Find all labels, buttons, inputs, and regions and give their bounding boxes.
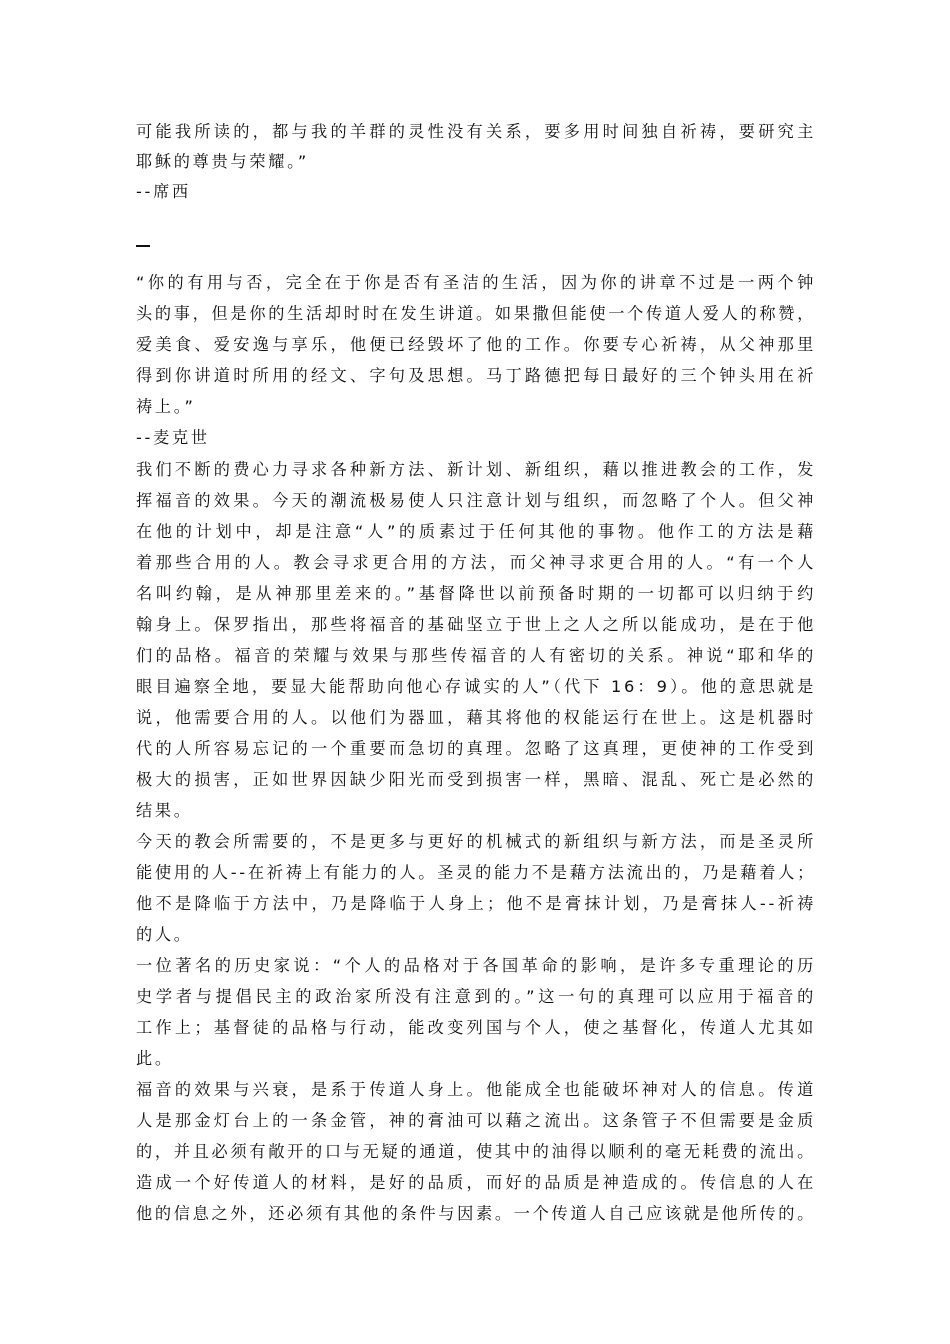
paragraph-line: 的人。 [136, 925, 193, 944]
quote-attribution: --席西 [136, 182, 191, 201]
paragraph-line: 着那些合用的人。教会寻求更合用的方法，而父神寻求更合用的人。“有一个人 [136, 553, 816, 572]
paragraph-line: 们的品格。福音的荣耀与效果与那些传福音的人有密切的关系。神说“耶和华的 [136, 646, 816, 665]
paragraph-line: 今天的教会所需要的，不是更多与更好的机械式的新组织与新方法，而是圣灵所 [136, 832, 816, 851]
paragraph-line: 挥福音的效果。今天的潮流极易使人只注意计划与组织，而忽略了个人。但父神 [136, 491, 816, 510]
paragraph-line: 在他的计划中，却是注意“人”的质素过于任何其他的事物。他作工的方法是藉 [136, 522, 816, 541]
quote-line: 祷上。” [136, 397, 196, 416]
paragraph-line: 此。 [136, 1049, 174, 1068]
quote-line: 耶稣的尊贵与荣耀。” [136, 152, 309, 171]
section-separator [136, 245, 150, 247]
quote-line: 得到你讲道时所用的经文、字句及思想。马丁路德把每日最好的三个钟头用在祈 [136, 366, 816, 385]
quote-attribution: --麦克世 [136, 428, 210, 447]
paragraph-line: 代的人所容易忘记的一个重要而急切的真理。忽略了这真理，更使神的工作受到 [136, 739, 816, 758]
paragraph-line: 人是那金灯台上的一条金管，神的膏油可以藉之流出。这条管子不但需要是金质 [136, 1111, 816, 1130]
paragraph-line: 一位著名的历史家说：“个人的品格对于各国革命的影响，是许多专重理论的历 [136, 956, 816, 975]
paragraph-line: 工作上；基督徒的品格与行动，能改变列国与个人，使之基督化，传道人尤其如 [136, 1018, 816, 1037]
paragraph-line: 的，并且必须有敞开的口与无疑的通道，使其中的油得以顺利的毫无耗费的流出。 [136, 1142, 816, 1161]
quote-line: 爱美食、爱安逸与享乐，他便已经毁坏了他的工作。你要专心祈祷，从父神那里 [136, 335, 816, 354]
paragraph-line: 造成一个好传道人的材料，是好的品质，而好的品质是神造成的。传信息的人在 [136, 1173, 816, 1192]
quote-line: “你的有用与否，完全在于你是否有圣洁的生活，因为你的讲章不过是一两个钟 [136, 273, 816, 292]
paragraph-line: 他不是降临于方法中，乃是降临于人身上；他不是膏抹计划，乃是膏抹人--祈祷 [136, 894, 816, 913]
paragraph-line: 史学者与提倡民主的政治家所没有注意到的。”这一句的真理可以应用于福音的 [136, 987, 816, 1006]
paragraph-line: 翰身上。保罗指出，那些将福音的基础坚立于世上之人之所以能成功，是在于他 [136, 615, 816, 634]
paragraph-line: 结果。 [136, 801, 193, 820]
paragraph-line: 他的信息之外，还必须有其他的条件与因素。一个传道人自己应该就是他所传的。 [136, 1204, 816, 1223]
paragraph-line: 说，他需要合用的人。以他们为器皿，藉其将他的权能运行在世上。这是机器时 [136, 708, 816, 727]
paragraph-line: 福音的效果与兴衰，是系于传道人身上。他能成全也能破坏神对人的信息。传道 [136, 1080, 816, 1099]
paragraph-line: 我们不断的费心力寻求各种新方法、新计划、新组织，藉以推进教会的工作，发 [136, 460, 816, 479]
paragraph-line: 能使用的人--在祈祷上有能力的人。圣灵的能力不是藉方法流出的，乃是藉着人； [136, 863, 816, 882]
quote-line: 可能我所读的，都与我的羊群的灵性没有关系，要多用时间独自祈祷，要研究主 [136, 122, 816, 141]
paragraph-line: 名叫约翰，是从神那里差来的。”基督降世以前预备时期的一切都可以归纳于约 [136, 584, 816, 603]
quote-line: 头的事，但是你的生活却时时在发生讲道。如果撒但能使一个传道人爱人的称赞， [136, 304, 816, 323]
paragraph-line: 极大的损害，正如世界因缺少阳光而受到损害一样，黑暗、混乱、死亡是必然的 [136, 770, 816, 789]
paragraph-line: 眼目遍察全地，要显大能帮助向他心存诚实的人”（代下 16：9）。他的意思就是 [136, 677, 816, 696]
